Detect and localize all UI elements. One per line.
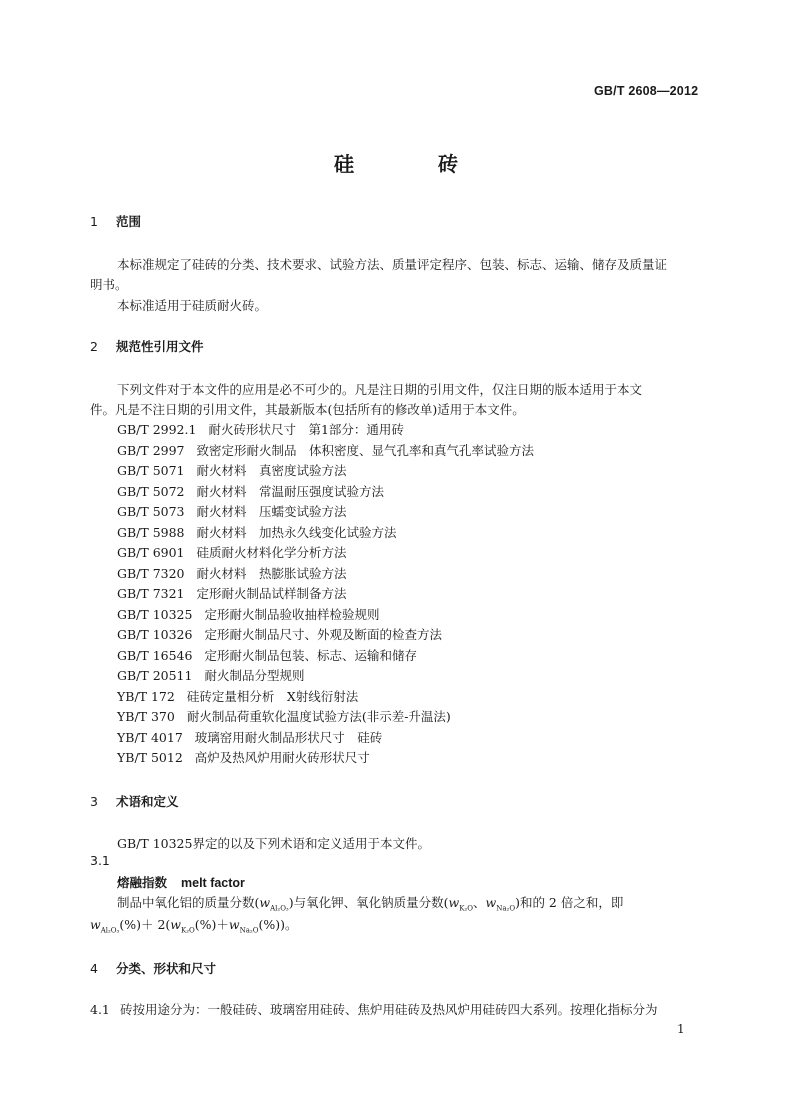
reference-code: GB/T 7320 bbox=[117, 566, 185, 581]
reference-item bbox=[117, 646, 429, 664]
reference-code: GB/T 7321 bbox=[117, 586, 185, 601]
reference-title: 耐火材料 加热永久线变化试验方法 bbox=[196, 525, 397, 540]
reference-item bbox=[117, 728, 394, 746]
reference-item bbox=[117, 707, 463, 725]
reference-title: 耐火材料 压蠕变试验方法 bbox=[196, 504, 347, 519]
reference-title: 耐火砖形状尺寸 第1部分：通用砖 bbox=[208, 422, 404, 437]
reference-title: 玻璃窑用耐火制品形状尺寸 硅砖 bbox=[194, 730, 383, 745]
reference-item bbox=[117, 564, 359, 582]
term-definition-line-2: $w_{Al_2O_3}(\%)+ 2(w_{K_2O}(\%)+w_{Na_2O}(\%))$。 bbox=[90, 917, 298, 935]
s2-intro-line-1: 下列文件对于本文件的应用是必不可少的。凡是注日期的引用文件，仅注日期的版本适用于本文 bbox=[117, 382, 643, 397]
reference-item bbox=[117, 461, 359, 479]
section-1-number: 1 bbox=[90, 214, 98, 229]
section-4-title: 分类、形状和尺寸 bbox=[116, 961, 217, 976]
w-symbol: w bbox=[170, 917, 181, 932]
reference-code: GB/T 5988 bbox=[117, 525, 185, 540]
subsection-4-1 bbox=[90, 1000, 658, 1018]
reference-title: 定形耐火制品包装、标志、运输和储存 bbox=[204, 648, 417, 663]
w-symbol: w bbox=[228, 917, 240, 932]
reference-title: 致密定形耐火制品 体积密度、显气孔率和真气孔率试验方法 bbox=[196, 443, 535, 458]
reference-item bbox=[117, 687, 370, 705]
subscript: Na₂O bbox=[496, 904, 516, 913]
reference-item bbox=[117, 502, 359, 520]
term-chinese: 熔融指数 bbox=[117, 875, 168, 890]
subscript: Al₂O₃ bbox=[270, 904, 289, 913]
subsection-3-1-number: 3.1 bbox=[90, 853, 110, 868]
reference-item bbox=[117, 605, 391, 623]
reference-title: 耐火材料 热膨胀试验方法 bbox=[196, 566, 347, 581]
reference-code: GB/T 16546 bbox=[117, 648, 193, 663]
reference-item bbox=[117, 523, 409, 541]
reference-item bbox=[117, 666, 316, 684]
section-2-title: 规范性引用文件 bbox=[116, 339, 204, 354]
title-char-2: 砖 bbox=[438, 152, 458, 176]
s3-intro: GB/T 10325界定的以及下列术语和定义适用于本文件。 bbox=[117, 836, 430, 851]
section-3-heading bbox=[90, 792, 179, 810]
reference-code: GB/T 6901 bbox=[117, 545, 185, 560]
reference-code: GB/T 5071 bbox=[117, 463, 185, 478]
reference-title: 耐火制品分型规则 bbox=[204, 668, 305, 683]
reference-title: 定形耐火制品尺寸、外观及断面的检查方法 bbox=[204, 627, 442, 642]
subscript: K₂O bbox=[181, 926, 195, 935]
s1-paragraph-1-line-2: 明书。 bbox=[90, 277, 128, 292]
reference-code: YB/T 370 bbox=[117, 709, 175, 724]
s1-paragraph-2: 本标准适用于硅质耐火砖。 bbox=[117, 298, 268, 313]
reference-item bbox=[117, 625, 454, 643]
s1-paragraph-1-line-1: 本标准规定了硅砖的分类、技术要求、试验方法、质量评定程序、包装、标志、运输、储存及质量证 bbox=[117, 257, 668, 272]
subscript: Na₂O bbox=[239, 926, 259, 935]
reference-title: 高炉及热风炉用耐火砖形状尺寸 bbox=[194, 750, 370, 765]
section-2-heading bbox=[90, 337, 204, 355]
subscript: K₂O bbox=[459, 904, 473, 913]
section-1-heading bbox=[90, 212, 141, 230]
section-3-title: 术语和定义 bbox=[116, 794, 179, 809]
term-definition-line-1: 制品中氧化铝的质量分数$(w_{Al_2O_3})$与氧化钾、氧化钠质量分数($w_{K_2O}$、$w_{Na_2O}$)和的 2 倍之和，即 bbox=[117, 895, 624, 913]
page-number: 1 bbox=[677, 1022, 685, 1036]
s2-intro-line-2: 件。凡是不注日期的引用文件，其最新版本(包括所有的修改单)适用于本文件。 bbox=[90, 402, 525, 417]
section-2-number: 2 bbox=[90, 339, 98, 354]
section-3-number: 3 bbox=[90, 794, 98, 809]
reference-code: GB/T 5073 bbox=[117, 504, 185, 519]
term-english: melt factor bbox=[181, 876, 245, 890]
reference-title: 定形耐火制品试样制备方法 bbox=[196, 586, 347, 601]
reference-code: GB/T 10326 bbox=[117, 627, 193, 642]
reference-item bbox=[117, 584, 359, 602]
w-symbol: w bbox=[259, 895, 271, 910]
w-symbol: w bbox=[485, 895, 497, 910]
reference-title: 硅质耐火材料化学分析方法 bbox=[196, 545, 347, 560]
reference-code: GB/T 2997 bbox=[117, 443, 185, 458]
w-symbol: w bbox=[90, 917, 101, 932]
reference-item bbox=[117, 420, 416, 438]
reference-title: 耐火材料 常温耐压强度试验方法 bbox=[196, 484, 385, 499]
section-1-title: 范围 bbox=[116, 214, 142, 229]
reference-code: GB/T 2992.1 bbox=[117, 422, 197, 437]
reference-code: YB/T 172 bbox=[117, 689, 175, 704]
reference-item bbox=[117, 482, 396, 500]
subsection-4-1-text: 砖按用途分为：一般硅砖、玻璃窑用硅砖、焦炉用硅砖及热风炉用硅砖四大系列。按理化指标分为 bbox=[120, 1002, 658, 1017]
subsection-4-1-number: 4.1 bbox=[90, 1002, 110, 1017]
section-4-number: 4 bbox=[90, 961, 98, 976]
subscript: Al₂O₃ bbox=[100, 926, 120, 935]
standard-number: GB/T 2608—2012 bbox=[594, 84, 699, 98]
reference-code: YB/T 5012 bbox=[117, 750, 183, 765]
w-symbol: w bbox=[448, 895, 460, 910]
reference-title: 定形耐火制品验收抽样检验规则 bbox=[204, 607, 380, 622]
reference-item bbox=[117, 441, 546, 459]
reference-title: 硅砖定量相分析 X射线衍射法 bbox=[186, 689, 359, 704]
reference-code: GB/T 20511 bbox=[117, 668, 193, 683]
reference-item bbox=[117, 543, 359, 561]
section-4-heading bbox=[90, 959, 216, 977]
reference-item bbox=[117, 748, 382, 766]
reference-code: GB/T 5072 bbox=[117, 484, 185, 499]
reference-code: YB/T 4017 bbox=[117, 730, 183, 745]
title-char-1: 硅 bbox=[334, 152, 354, 176]
reference-code: GB/T 10325 bbox=[117, 607, 193, 622]
term-heading bbox=[117, 873, 245, 891]
reference-title: 耐火制品荷重软化温度试验方法(非示差-升温法) bbox=[186, 709, 451, 724]
reference-title: 耐火材料 真密度试验方法 bbox=[196, 463, 347, 478]
